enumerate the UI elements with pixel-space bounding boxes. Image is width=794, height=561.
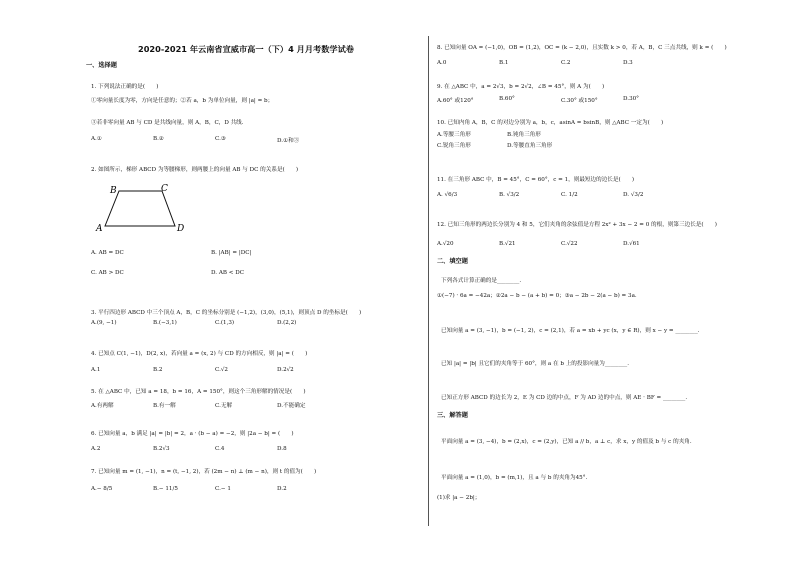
q9-option-a: A.60° 或120° <box>437 98 474 104</box>
q8-stem: 8. 已知向量 OA = (−1,0)，OB = (1,2)，OC = (k − 2,0)，且实数 k > 0，若 A，B，C 三点共线，则 k = ( ) <box>437 45 727 51</box>
vertex-a-label: A <box>96 224 103 232</box>
q6-stem: 6. 已知向量 a，b 满足 |a| = |b| = 2，a · (b − a) = −2，则 |2a − b| = ( ) <box>91 431 294 437</box>
q8-option-a: A.0 <box>437 60 447 66</box>
q3-option-c: C.(1,3) <box>215 320 235 326</box>
q4-stem: 4. 已知点 C(1, −1)，D(2, x)，若向量 a = (x, 2) 与 CD 的方向相反，则 |a| = ( ) <box>91 351 308 357</box>
fill2-text: 已知向量 a = (3, −1)，b = (−1, 2)，c = (2,1)，若 a = xb + yc (x，y ∈ R)，则 x − y = ________. <box>441 328 700 334</box>
q2-stem: 2. 如图所示，梯形 ABCD 为等腰梯形，则两腰上的向量 AB 与 DC 的关系是( ) <box>91 167 299 173</box>
q8-options <box>437 60 685 66</box>
q10-option-a: A.等腰三角形 <box>437 132 471 138</box>
fill1-stem: 下列各式计算正确的是________. <box>441 278 522 284</box>
q9-option-c: C.30° 或150° <box>561 98 598 104</box>
q7-option-c: C.− 1 <box>215 486 231 492</box>
vertex-c-label: C <box>161 184 168 194</box>
fill3-text: 已知 |a| = |b| 且它们的夹角等于 60°，则 a 在 b 上的投影向量为________. <box>441 361 630 367</box>
q10-options-row1 <box>437 130 652 138</box>
q11-options <box>437 192 685 198</box>
q2-option-a: A. AB = DC <box>91 250 124 256</box>
trapezoid-figure <box>92 180 192 232</box>
exam-title: 2020-2021 年云南省宣威市高一（下）4 月月考数学试卷 <box>138 44 354 54</box>
q9-options <box>437 96 685 104</box>
q11-option-b: B. √3/2 <box>499 192 520 198</box>
q9-option-d: D.30° <box>623 96 639 102</box>
q1-option-b: B.② <box>153 136 164 142</box>
q8-option-b: B.1 <box>499 60 509 66</box>
q6-option-a: A.2 <box>91 446 101 452</box>
q7-options <box>91 486 339 492</box>
q1-line2: ③若非零向量 AB 与 CD 是共线向量，则 A，B，C，D 共线. <box>91 120 244 126</box>
q5-option-b: B.有一解 <box>153 403 176 409</box>
q1-option-a: A.① <box>91 136 102 142</box>
section-fill-heading: 二、填空题 <box>437 258 468 265</box>
q4-option-b: B.2 <box>153 367 163 373</box>
fill4-text: 已知正方形 ABCD 的边长为 2，E 为 CD 边的中点，F 为 AD 边的中点，则 AE · BF = ________. <box>441 395 688 401</box>
q2-options-row2 <box>91 270 356 276</box>
q7-option-a: A.− 8/5 <box>91 486 113 492</box>
q5-option-a: A.有两解 <box>91 403 114 409</box>
q3-option-d: D.(2,2) <box>277 320 297 326</box>
q3-option-b: B.(−3,1) <box>153 320 177 326</box>
q2-option-b: B. |AB| = |DC| <box>211 250 252 256</box>
q11-option-c: C. 1/2 <box>561 192 578 198</box>
q2-option-d: D. AB < DC <box>211 270 244 276</box>
q12-option-c: C.√22 <box>561 241 578 247</box>
section-solve-heading: 三、解答题 <box>437 412 468 419</box>
q8-option-c: C.2 <box>561 60 571 66</box>
q5-option-c: C.无解 <box>215 403 233 409</box>
q7-option-b: B.− 11/5 <box>153 486 178 492</box>
q12-option-a: A.√20 <box>437 241 454 247</box>
solve2-part1: (1)求 |a − 2b|； <box>437 495 481 501</box>
q5-option-d: D.不能确定 <box>277 403 306 409</box>
q10-options-row2 <box>437 141 652 149</box>
q4-options <box>91 367 339 373</box>
q2-options-row1 <box>91 250 356 256</box>
q10-stem: 10. 已知内角 A，B，C 的对边分别为 a，b，c，asinA = bsinB，则 △ABC 一定为( ) <box>437 120 664 126</box>
fill1-body: ①(−7) · 6a = −42a；②2a − b − (a + b) = 0；③a − 2b − 2(a − b) = 3a. <box>437 293 637 299</box>
section-choice-heading: 一、选择题 <box>86 62 117 69</box>
q7-option-d: D.2 <box>277 486 287 492</box>
q12-stem: 12. 已知三角形的两边长分别为 4 和 5，它们夹角的余弦值是方程 2x² + 3x − 2 = 0 的根，则第三边长是( ) <box>437 222 717 228</box>
column-divider <box>428 36 429 526</box>
q4-option-a: A.1 <box>91 367 101 373</box>
q6-options <box>91 446 339 452</box>
q6-option-c: C.4 <box>215 446 225 452</box>
q1-option-c: C.③ <box>215 136 226 142</box>
q4-option-c: C.√2 <box>215 367 228 373</box>
q6-option-b: B.2√3 <box>153 446 170 452</box>
q3-options <box>91 320 339 326</box>
q11-option-a: A. √6/3 <box>437 192 458 198</box>
q9-stem: 9. 在 △ABC 中，a = 2√3，b = 2√2，∠B = 45°，则 A 为( ) <box>437 84 605 90</box>
q12-options <box>437 241 685 247</box>
q12-option-d: D.√61 <box>623 241 640 247</box>
q3-stem: 3. 平行四边形 ABCD 中三个顶点 A，B，C 的坐标分别是 (−1,2)，(3,0)，(5,1)，则顶点 D 的坐标是( ) <box>91 310 362 316</box>
q1-stem: 1. 下列说法正确的是( ) <box>91 84 159 90</box>
solve1-text: 平面向量 a = (3, −4)，b = (2,x)，c = (2,y)，已知 a // b，a ⊥ c，求 x，y 的值及 b 与 c 的夹角. <box>441 439 692 445</box>
solve2-text: 平面向量 a = (1,0)，b = (m,1)，且 a 与 b 的夹角为45°. <box>441 475 588 481</box>
q10-option-c: C.锐角三角形 <box>437 143 471 149</box>
q1-options <box>91 136 339 144</box>
q9-option-b: B.60° <box>499 96 515 102</box>
q5-stem: 5. 在 △ABC 中，已知 a = 18，b = 16，A = 150°，则这个三角形解的情况是( ) <box>91 389 306 395</box>
q1-option-d: D.①和③ <box>277 138 300 144</box>
q6-option-d: D.8 <box>277 446 287 452</box>
q5-options <box>91 401 339 409</box>
vertex-b-label: B <box>110 186 117 196</box>
q2-option-c: C. AB > DC <box>91 270 124 276</box>
q4-option-d: D.2√2 <box>277 367 294 373</box>
q11-option-d: D. √3/2 <box>623 192 644 198</box>
q3-option-a: A.(9, −1) <box>91 320 117 326</box>
q10-option-b: B.钝角三角形 <box>507 132 541 138</box>
q10-option-d: D.等腰直角三角形 <box>507 143 553 149</box>
q11-stem: 11. 在三角形 ABC 中，B = 45°，C = 60°，c = 1，则最短边的边长是( ) <box>437 177 635 183</box>
vertex-d-label: D <box>177 224 185 232</box>
q8-option-d: D.3 <box>623 60 633 66</box>
q1-line1: ①零向量长度为零，方向是任意的；②若 a，b 为单位向量，则 |a| = b； <box>91 98 274 104</box>
q12-option-b: B.√21 <box>499 241 516 247</box>
q7-stem: 7. 已知向量 m = (1, −1)，n = (t, −1, 2)，若 (2m − n) ⊥ (m − n)，则 t 的值为( ) <box>91 469 317 475</box>
